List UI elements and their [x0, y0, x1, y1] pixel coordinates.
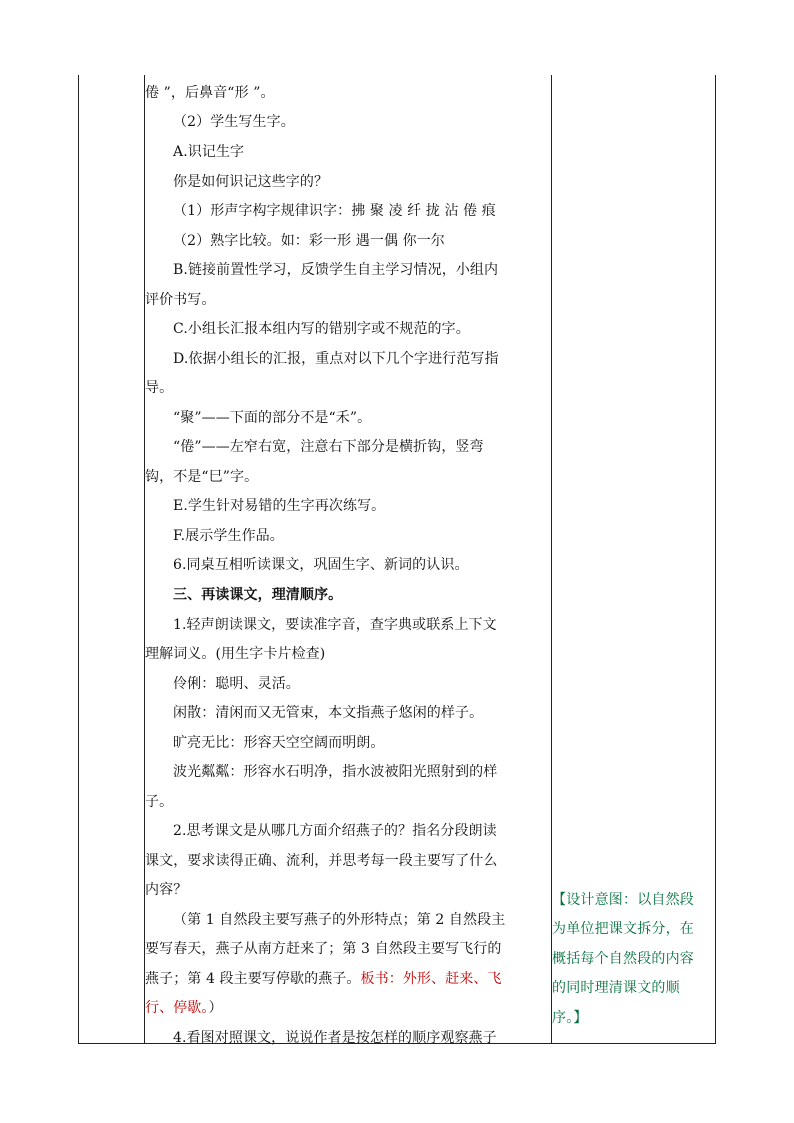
text-line: 子。 [145, 794, 174, 810]
note-line: 为单位把课文拆分，在 [552, 921, 694, 937]
text-line: 6.同桌互相听读课文，巩固生字、新词的认识。 [173, 557, 469, 573]
text-line: 4.看图对照课文，说说作者是按怎样的顺序观察燕子 [173, 1030, 497, 1046]
text-line: 旷亮无比：形容天空空阔而明朗。 [173, 735, 385, 751]
text-line: 倦 ”，后鼻音“形 ”。 [145, 85, 275, 101]
text-line: 波光粼粼：形容水石明净，指水波被阳光照射到的样 [173, 764, 498, 780]
text-line: 要写春天，燕子从南方赶来了；第 3 自然段主要写飞行的 [145, 941, 502, 957]
text-line: （2）熟字比较。如：彩一形 遇一偶 你一尔 [173, 233, 445, 249]
text-line: E.学生针对易错的生字再次练写。 [173, 498, 386, 514]
note-line: 概括每个自然段的内容 [552, 951, 694, 967]
text-line: D.依据小组长的汇报，重点对以下几个字进行范写指 [173, 351, 499, 367]
text-line: “聚”——下面的部分不是“禾”。 [173, 410, 372, 426]
text-segment: ） [208, 1000, 223, 1016]
text-line: B.链接前置性学习，反馈学生自主学习情况，小组内 [173, 262, 499, 278]
text-line: 导。 [145, 380, 174, 396]
text-line: F.展示学生作品。 [173, 528, 284, 544]
text-line: 课文，要求读得正确、流利，并思考每一段主要写了什么 [145, 853, 498, 869]
text-line: 伶俐：聪明、灵活。 [173, 676, 300, 692]
note-line: 【设计意图：以自然段 [552, 892, 694, 908]
text-line: （第 1 自然段主要写燕子的外形特点；第 2 自然段主 [173, 912, 506, 928]
text-segment: 燕子；第 4 段主要写停歇的燕子。 [145, 971, 361, 987]
board-note: 行、停歇。 [145, 1000, 209, 1016]
text-line: （2）学生写生字。 [173, 114, 295, 130]
text-line: 2.思考课文是从哪几方面介绍燕子的？指名分段朗读 [173, 823, 497, 839]
text-line: C.小组长汇报本组内写的错别字或不规范的字。 [173, 321, 470, 337]
text-line [145, 964, 551, 994]
text-line [145, 993, 551, 1023]
text-line: 闲散：清闲而又无管束，本文指燕子悠闲的样子。 [173, 705, 484, 721]
table-border-left [78, 75, 79, 1044]
board-note: 板书：外形、赶来、飞 [360, 971, 502, 987]
text-line: 你是如何识记这些字的？ [173, 174, 329, 190]
text-line: （1）形声字构字规律识字：拂 聚 凌 纤 拢 沾 倦 痕 [173, 203, 496, 219]
text-line: 1.轻声朗读课文，要读准字音，查字典或联系上下文 [173, 617, 497, 633]
text-line: “倦”——左窄右宽，注意右下部分是横折钩，竖弯 [173, 439, 484, 455]
text-line: A.识记生字 [173, 144, 245, 160]
note-line: 序。】 [552, 1010, 588, 1026]
text-line: 理解词义。(用生字卡片检查) [145, 646, 326, 662]
note-line: 的同时理清课文的顺 [552, 980, 680, 996]
text-line: 评价书写。 [145, 292, 216, 308]
text-line: 内容？ [145, 882, 188, 898]
text-line: 钩，不是“巳”字。 [145, 469, 259, 485]
section-heading: 三、再读课文，理清顺序。 [173, 587, 343, 603]
